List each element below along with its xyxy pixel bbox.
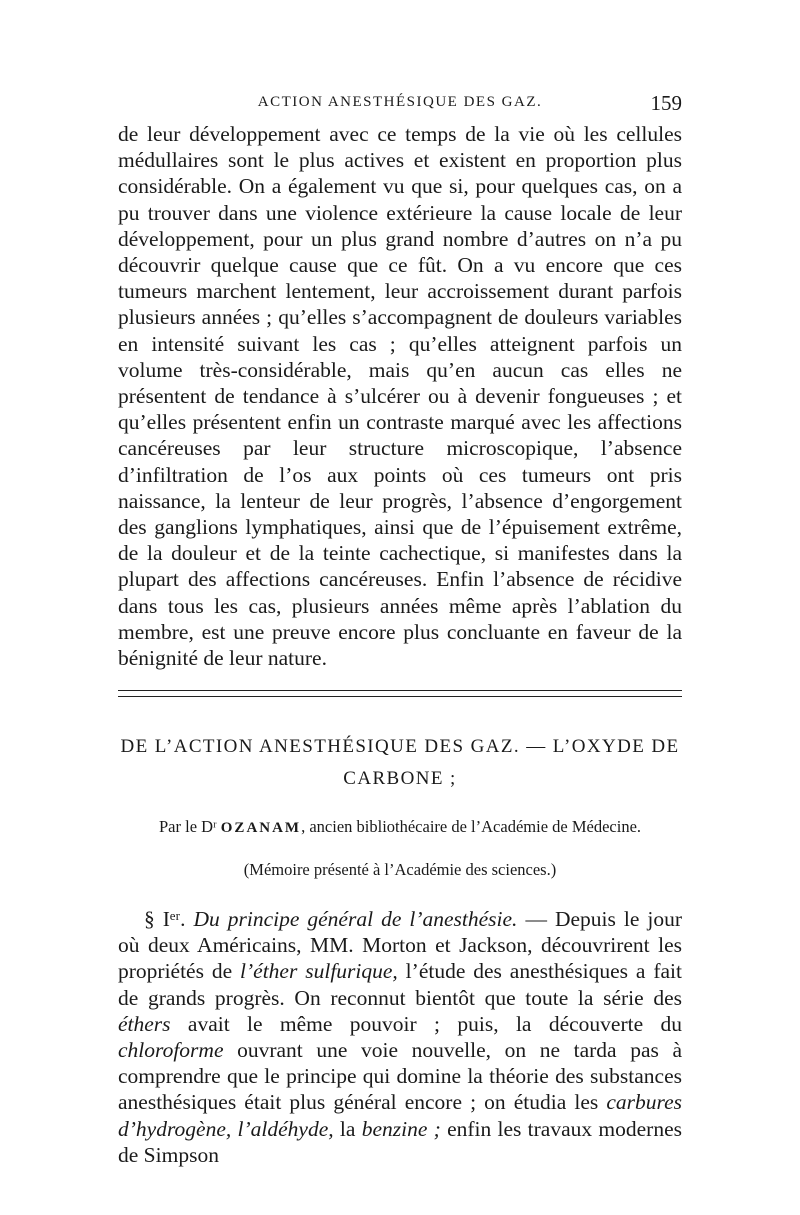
- section-title: [118, 731, 682, 795]
- text-run: l’étude des anesthésiques a fait de grands progrès. On reconnut bientôt que toute la série des: [118, 959, 682, 1010]
- subsection-heading: Du principe général de l’anesthésie.: [193, 907, 518, 931]
- section-title-line-1: DE L’ACTION ANESTHÉSIQUE DES GAZ. — L’OXYDE DE: [120, 736, 680, 757]
- italic-term: carbures d’hydrogène, l’aldéhyde,: [118, 1090, 682, 1141]
- byline-suffix: , ancien bibliothécaire de l’Académie de Médecine.: [301, 817, 642, 836]
- memo-note: (Mémoire présenté à l’Académie des sciences.): [243, 860, 557, 879]
- italic-term: chloroforme: [118, 1038, 224, 1063]
- text-run: enfin les travaux modernes de Simpson: [118, 1116, 682, 1167]
- author-name: OZANAM: [220, 820, 302, 836]
- page-number: 159: [650, 91, 682, 115]
- body-paragraph: de leur développement avec ce temps de la vie où les cellules médullaires sont le plus actives et existent en proportion plus considérable. On a également vu que si, pour quelques cas, on a pu trouver dans une violence extérieure la cause locale de leur développement, pour un plus grand nombre d’autres on n’a pu découvrir quelque cause que ce fût. On a vu encore que ces tumeurs marchent lentement, leur accroissement durant parfois plusieurs années ; qu’elles s’accompagnent de douleurs variables en intensité suivant les cas ; qu’elles atteignent parfois un volume très-considérable, mais qu’en aucun cas elles ne présentent de tendance à s’ulcérer ou à devenir fongueuses ; et qu’elles présentent enfin un contraste marqué avec les affections cancéreuses par leur structure microscopique, l’absence d’infiltration de l’os aux points où ces tumeurs ont pris naissance, la lenteur de leur progrès, l’absence d’engorgement des ganglions lymphatiques, ainsi que de l’épuisement extrême, de la douleur et de la teinte cachectique, si manifestes dans la plupart des affections cancéreuses. Enfin l’absence de récidive dans tous les cas, plusieurs années même après l’ablation du membre, est une preuve encore plus concluante en faveur de la bénignité de leur nature.: [118, 122, 682, 671]
- section-divider: [118, 690, 682, 697]
- byline-prefix: Par le Dʳ: [158, 817, 217, 836]
- page-header: [118, 91, 682, 120]
- text-run: la: [333, 1116, 362, 1141]
- running-title: ACTION ANESTHÉSIQUE DES GAZ.: [257, 94, 543, 110]
- italic-term: éthers: [118, 1011, 171, 1036]
- section-paragraph: [118, 906, 682, 1168]
- text-run: — Depuis le jour où deux Américains, MM. Morton et Jackson, découvrirent les propriétés de: [118, 907, 682, 984]
- italic-term: l’éther sulfurique,: [240, 959, 398, 984]
- italic-term: benzine ;: [361, 1116, 441, 1141]
- section-title-line-2: CARBONE ;: [343, 768, 457, 789]
- continued-paragraph: [118, 121, 682, 671]
- text-run: ouvrant une voie nouvelle, on ne tarda pas à comprendre que le principe qui domine la théorie des substances anesthésiques était plus général encore ; on étudia les: [118, 1038, 682, 1115]
- text-run: avait le même pouvoir ; puis, la découverte du: [170, 1011, 682, 1036]
- byline: [118, 817, 682, 837]
- section-body: [118, 906, 682, 1168]
- section-number: § Iᵉʳ.: [144, 907, 186, 931]
